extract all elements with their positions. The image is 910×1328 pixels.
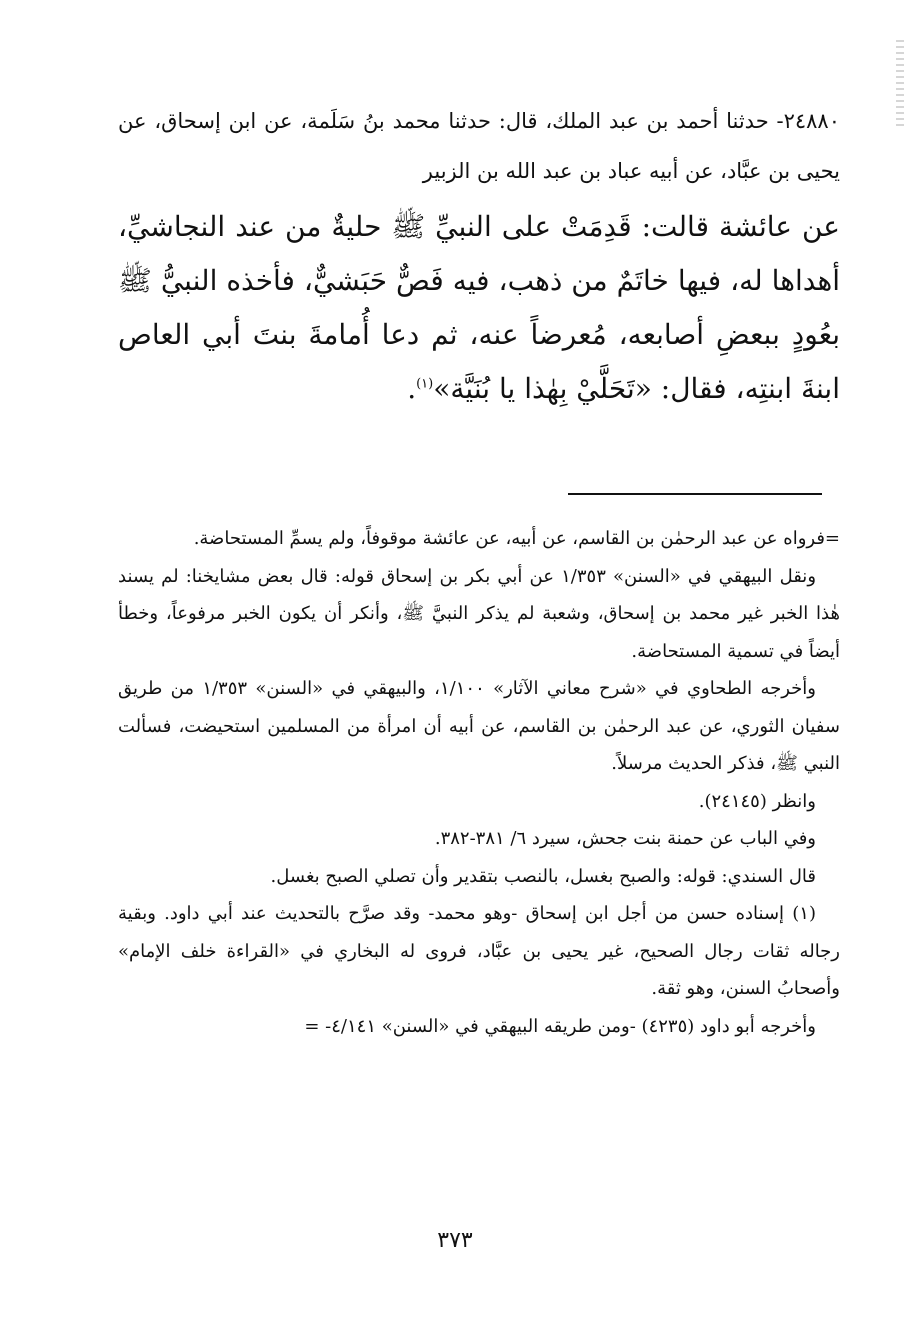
footnote-paragraph: وفي الباب عن حمنة بنت جحش، سيرد ٦/ ٣٨١-٣٨٢.	[434, 828, 816, 849]
footnote-ref: (١)	[416, 376, 434, 392]
matn-end: .	[407, 372, 417, 405]
footnote-paragraph: وانظر (٢٤١٤٥).	[698, 790, 816, 812]
footnote-paragraph: وأخرجه أبو داود (٤٢٣٥) -ومن طريقه البيهقي في «السنن» ٤/١٤١- =	[304, 1015, 816, 1037]
footnote-paragraph: =فرواه عن عبد الرحمٰن بن القاسم، عن أبيه، عن عائشة موقوفاً، ولم يسمِّ المستحاضة.	[193, 528, 840, 549]
footnote-paragraph: وأخرجه الطحاوي في «شرح معاني الآثار» ١/١٠٠، والبيهقي في «السنن» ١/٣٥٣ من طريق سفيان الثوري، عن عبد الرحمٰن بن القاسم، عن أبيه أن امرأة من المسلمين استحيضت، فسألت النبي ﷺ، فذكر الحديث مرسلاً.	[118, 678, 840, 774]
scan-edge-mark	[896, 40, 904, 130]
footnote-paragraph: قال السندي: قوله: والصبح بغسل، بالنصب بتقدير وأن تصلي الصبح بغسل.	[270, 865, 816, 887]
footnote-1: (١) إسناده حسن من أجل ابن إسحاق -وهو محمد- وقد صرَّح بالتحديث عند أبي داود. وبقية رجاله ثقات رجال الصحيح، غير يحيى بن عبَّاد، فروى له البخاري في «القراءة خلف الإمام» وأصحابُ السنن، وهو ثقة.	[118, 903, 840, 999]
hadith-matn	[118, 200, 840, 416]
footnotes	[118, 520, 840, 1045]
main-text	[118, 96, 840, 416]
page-number: ٣٧٣	[437, 1228, 473, 1253]
hadith-matn-text: عن عائشة قالت: قَدِمَتْ على النبيِّ ﷺ حليةٌ من عند النجاشيِّ، أهداها له، فيها خاتَمٌ من ذهب، فيه فَصٌّ حَبَشيٌّ، فأخذه النبيُّ ﷺ بعُودٍ ببعضِ أصابعه، مُعرضاً عنه، ثم دعا أُمامةَ بنتَ أبي العاص ابنةَ ابنتِه، فقال: «تَحَلَّيْ بِهٰذا يا بُنَيَّة»	[118, 210, 840, 405]
hadith-isnad: ٢٤٨٨٠- حدثنا أحمد بن عبد الملك، قال: حدثنا محمد بنُ سَلَمة، عن ابن إسحاق، عن يحيى بن عبَّاد، عن أبيه عباد بن عبد الله بن الزبير	[118, 109, 840, 183]
footnote-separator	[568, 493, 822, 495]
footnote-paragraph: ونقل البيهقي في «السنن» ١/٣٥٣ عن أبي بكر بن إسحاق قوله: قال بعض مشايخنا: لم يسند هٰذا الخبر غير محمد بن إسحاق، وشعبة لم يذكر النبيَّ ﷺ، وأنكر أن يكون الخبر مرفوعاً، وخطأ أيضاً في تسمية المستحاضة.	[118, 565, 840, 662]
